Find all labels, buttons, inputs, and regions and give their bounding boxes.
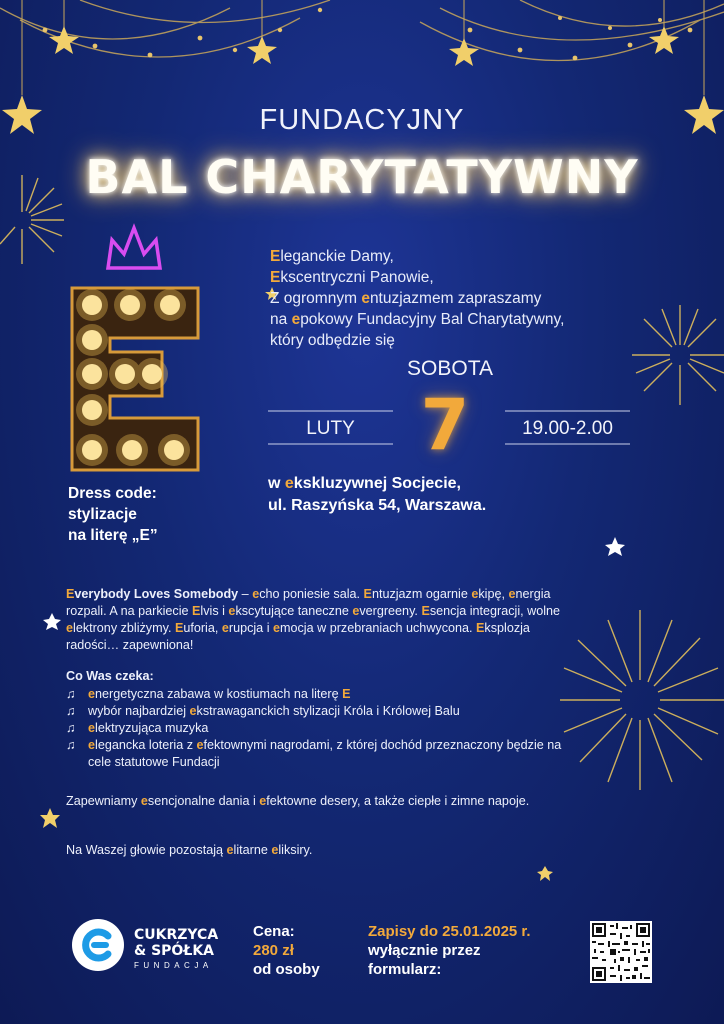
invitation-text (270, 246, 600, 351)
foundation-logo-icon (72, 919, 124, 971)
music-note-icon: ♫ (66, 704, 76, 718)
music-note-icon: ♫ (66, 738, 76, 752)
list-item: ♫ wybór najbardziej ekstrawaganckich stylizacji Króla i Królowej Balu (66, 704, 460, 718)
invitation-line: na epokowy Fundacyjny Bal Charytatywny, (270, 311, 565, 328)
closing-paragraph: Na Waszej głowie pozostają elitarne eliksiry. (66, 843, 313, 857)
price-info: Cena: 280 zł od osoby (253, 922, 343, 979)
agenda-list (66, 686, 576, 771)
music-note-icon: ♫ (66, 721, 76, 735)
list-item: ♫ elegancka loteria z efektownymi nagrodami, z której dochód przeznaczony będzie na cele statutowe Fundacji (66, 738, 562, 769)
description-paragraph: Everybody Loves Somebody – echo poniesie sala. Entuzjazm ogarnie ekipę, energia rozpali. A na parkiecie Elvis i ekscytujące taneczne evergreeny. Esencja integracji, wolne elektrony zbliżymy. Euforia, erupcja i emocja w przebraniach uchwycona. Eksplozja radości… zapewniona! (66, 587, 561, 652)
agenda-heading: Co Was czeka: (66, 669, 154, 683)
price-value: 280 zł (253, 942, 294, 959)
foundation-subtitle: FUNDACJA (134, 961, 213, 970)
music-note-icon: ♫ (66, 687, 76, 701)
qr-code-icon[interactable] (590, 921, 652, 983)
list-item: ♫ energetyczna zabawa w kostiumach na literę E (66, 687, 351, 701)
food-paragraph: Zapewniamy esencjonalne dania i efektowne desery, a także ciepłe i zimne napoje. (66, 794, 530, 808)
dress-code: Dress code: stylizacje na literę „E” (68, 485, 158, 544)
event-day-name: SOBOTA (407, 357, 493, 380)
event-venue: w ekskluzywnej Socjecie, ul. Raszyńska 54, Warszawa. (268, 475, 487, 514)
foundation-name: CUKRZYCA & SPÓŁKA (134, 927, 219, 959)
event-day-number: 7 (420, 384, 470, 466)
subtitle: FUNDACYJNY (259, 104, 465, 136)
event-hours: 19.00-2.00 (522, 418, 613, 439)
list-item: ♫ elektryzująca muzyka (66, 721, 209, 735)
invitation-line: który odbędzie się (270, 332, 395, 349)
invitation-line: Ekscentryczni Panowie, (270, 269, 434, 286)
invitation-line: Eleganckie Damy, (270, 248, 394, 265)
signup-info: Zapisy do 25.01.2025 r. wyłącznie przez formularz: (368, 923, 531, 978)
invitation-line: Z ogromnym entuzjazmem zapraszamy (270, 290, 542, 307)
event-month: LUTY (306, 418, 355, 439)
page-title: BAL CHARYTATYWNY (85, 150, 639, 204)
